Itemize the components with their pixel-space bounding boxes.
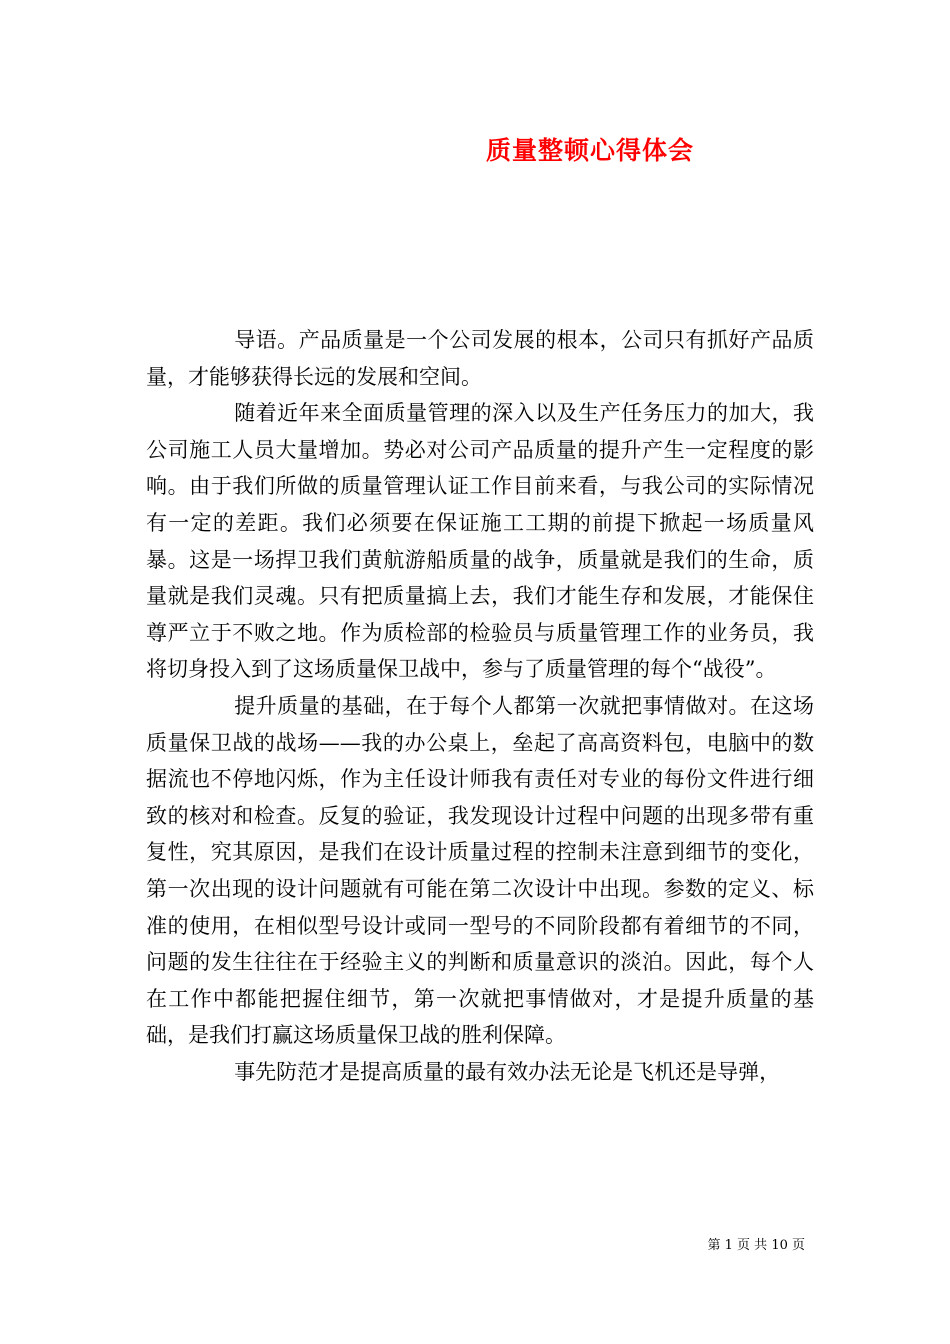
document-body <box>146 322 814 1090</box>
paragraph-intro: 导语。产品质量是一个公司发展的根本，公司只有抓好产品质量，才能够获得长远的发展和空间。 <box>146 328 814 389</box>
page-number-footer: 第 1 页 共 10 页 <box>707 1238 805 1253</box>
paragraph: 提升质量的基础，在于每个人都第一次就把事情做对。在这场质量保卫战的战场——我的办公桌上，垒起了高高资料包，电脑中的数据流也不停地闪烁，作为主任设计师我有责任对专业的每份文件进行细致的核对和检查。反复的验证，我发现设计过程中问题的出现多带有重复性，究其原因，是我们在设计质量过程的控制未注意到细节的变化，第一次出现的设计问题就有可能在第二次设计中出现。参数的定义、标准的使用，在相似型号设计或同一型号的不同阶段都有着细节的不同，问题的发生往往在于经验主义的判断和质量意识的淡泊。因此，每个人在工作中都能把握住细节，第一次就把事情做对，才是提升质量的基础，是我们打赢这场质量保卫战的胜利保障。 <box>146 693 814 1048</box>
paragraph: 随着近年来全面质量管理的深入以及生产任务压力的加大，我公司施工人员大量增加。势必对公司产品质量的提升产生一定程度的影响。由于我们所做的质量管理认证工作目前来看，与我公司的实际情况有一定的差距。我们必须要在保证施工工期的前提下掀起一场质量风暴。这是一场捍卫我们黄航游船质量的战争，质量就是我们的生命，质量就是我们灵魂。只有把质量搞上去，我们才能生存和发展，才能保住尊严立于不败之地。作为质检部的检验员与质量管理工作的业务员，我将切身投入到了这场质量保卫战中，参与了质量管理的每个“战役”。 <box>146 401 814 682</box>
paragraph: 事先防范才是提高质量的最有效办法无论是飞机还是导弹， <box>234 1059 781 1084</box>
page-title: 质量整顿心得体会 <box>485 136 694 165</box>
